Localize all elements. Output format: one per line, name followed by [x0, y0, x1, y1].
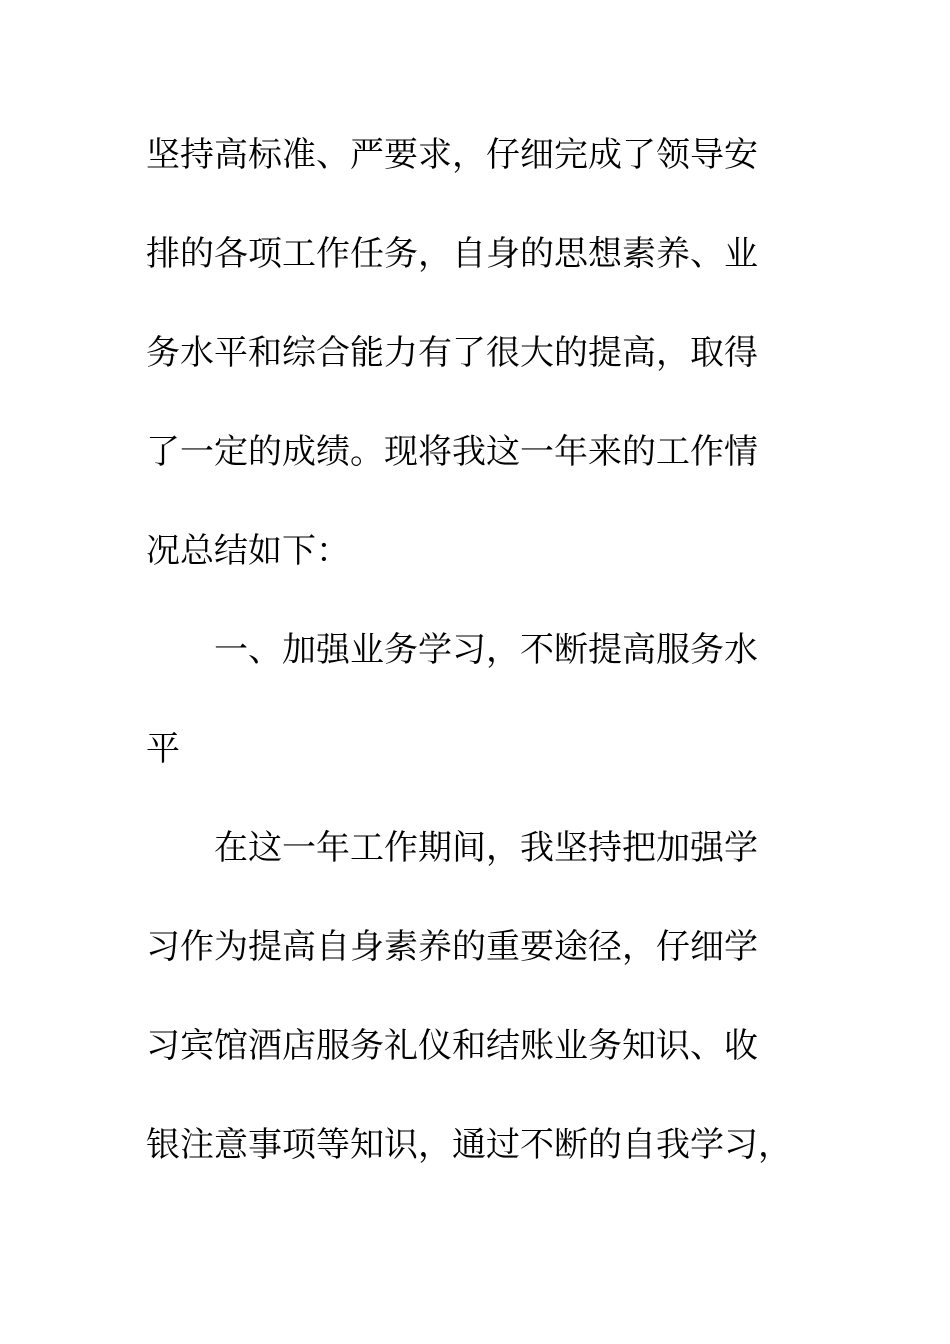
text-line: 务水平和综合能力有了很大的提高，取得 [146, 333, 758, 373]
section-heading-continued: 平 [146, 729, 180, 769]
text-line: 银注意事项等知识，通过不断的自我学习， [146, 1125, 792, 1165]
text-line: 习作为提高自身素养的重要途径，仔细学 [146, 927, 758, 967]
text-line: 排的各项工作任务，自身的思想素养、业 [146, 234, 758, 274]
text-line: 况总结如下： [146, 531, 350, 571]
section-heading: 一、加强业务学习，不断提高服务水 [214, 630, 758, 670]
text-line: 坚持高标准、严要求，仔细完成了领导安 [146, 135, 758, 175]
text-line: 了一定的成绩。现将我这一年来的工作情 [146, 432, 758, 472]
text-line: 在这一年工作期间，我坚持把加强学 [214, 828, 758, 868]
text-line: 习宾馆酒店服务礼仪和结账业务知识、收 [146, 1026, 758, 1066]
